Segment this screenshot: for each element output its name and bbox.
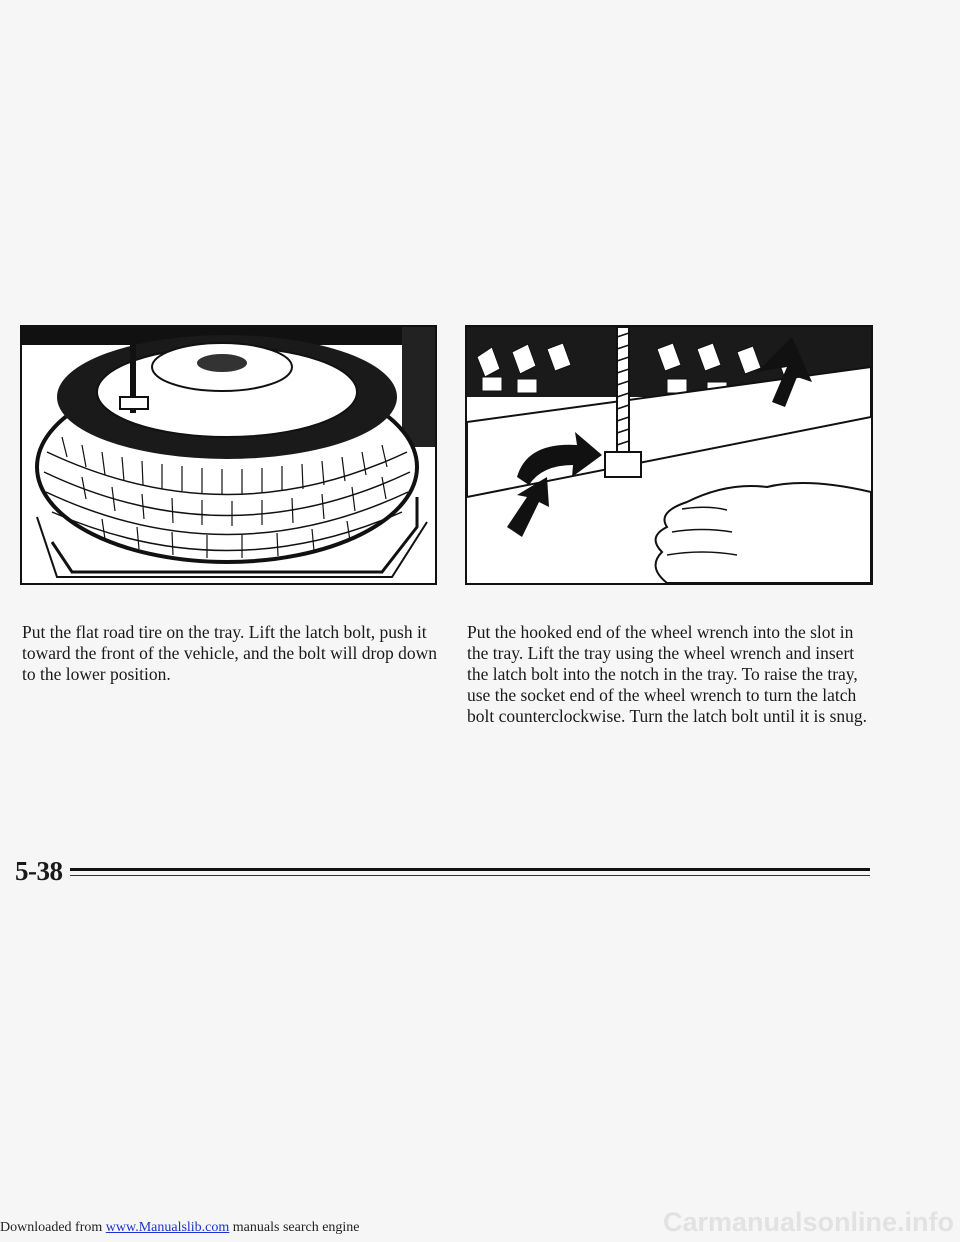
spare-tire-on-tray-icon — [22, 327, 435, 583]
download-footer — [0, 1220, 360, 1236]
caption-left: Put the flat road tire on the tray. Lift the latch bolt, push it toward the front of the vehicle, and the bolt will drop down to the lower position. — [22, 622, 438, 684]
footer-suffix: manuals search engine — [229, 1220, 360, 1235]
footer-rule-thick — [70, 868, 870, 871]
wheel-wrench-latch-bolt-icon — [467, 327, 871, 583]
site-watermark: Carmanualsonline.info — [662, 1207, 954, 1237]
manualslib-link[interactable]: www.Manualslib.com — [105, 1220, 230, 1235]
wheel-wrench-illustration — [465, 325, 873, 585]
footer-rule-thin — [70, 875, 870, 876]
spare-tire-illustration — [20, 325, 437, 585]
page-number: 5-38 — [15, 856, 63, 886]
caption-right: Put the hooked end of the wheel wrench into the slot in the tray. Lift the tray using the wheel wrench and insert the latch bolt into the notch in the tray. To raise the tray, use the socket end of the wheel wrench to turn the latch bolt counterclockwise. Turn the latch bolt until it is snug. — [467, 622, 868, 726]
footer-prefix: Downloaded from — [0, 1220, 106, 1235]
